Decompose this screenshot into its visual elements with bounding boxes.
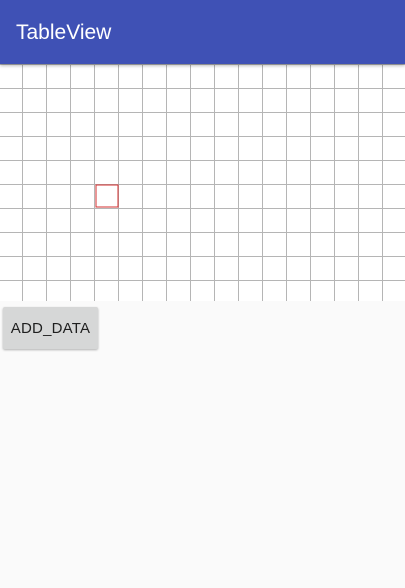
- table-cell[interactable]: [287, 257, 311, 281]
- table-cell[interactable]: [335, 209, 359, 233]
- table-cell[interactable]: [95, 209, 119, 233]
- table-cell[interactable]: [335, 233, 359, 257]
- table-cell[interactable]: [311, 89, 335, 113]
- table-cell[interactable]: [0, 161, 23, 185]
- table-cell[interactable]: [383, 113, 405, 137]
- table-cell[interactable]: [239, 89, 263, 113]
- table-cell[interactable]: [383, 209, 405, 233]
- table-cell[interactable]: [47, 137, 71, 161]
- table-cell[interactable]: [335, 89, 359, 113]
- table-cell[interactable]: [359, 89, 383, 113]
- table-cell[interactable]: [95, 281, 119, 302]
- table-cell[interactable]: [383, 281, 405, 302]
- table-cell[interactable]: [23, 185, 47, 209]
- table-cell[interactable]: [287, 161, 311, 185]
- table-cell[interactable]: [191, 65, 215, 89]
- table-cell[interactable]: [383, 89, 405, 113]
- app-title: TableView: [16, 21, 112, 44]
- table-cell[interactable]: [167, 257, 191, 281]
- table-cell[interactable]: [95, 185, 119, 209]
- table-cell[interactable]: [383, 185, 405, 209]
- table-cell[interactable]: [191, 113, 215, 137]
- table-cell[interactable]: [71, 137, 95, 161]
- table-cell[interactable]: [71, 89, 95, 113]
- table-cell[interactable]: [215, 113, 239, 137]
- table-cell[interactable]: [143, 281, 167, 302]
- table-cell[interactable]: [215, 161, 239, 185]
- table-cell[interactable]: [23, 209, 47, 233]
- table-cell[interactable]: [287, 113, 311, 137]
- table-cell[interactable]: [143, 233, 167, 257]
- table-cell[interactable]: [95, 89, 119, 113]
- table-cell[interactable]: [95, 113, 119, 137]
- table-cell[interactable]: [167, 113, 191, 137]
- table-cell[interactable]: [47, 161, 71, 185]
- table-cell[interactable]: [143, 185, 167, 209]
- table-cell[interactable]: [263, 257, 287, 281]
- table-cell[interactable]: [191, 137, 215, 161]
- table-cell[interactable]: [383, 257, 405, 281]
- table-cell[interactable]: [23, 113, 47, 137]
- table-cell[interactable]: [191, 161, 215, 185]
- table-cell[interactable]: [239, 161, 263, 185]
- table-cell[interactable]: [119, 233, 143, 257]
- table-cell[interactable]: [167, 161, 191, 185]
- table-cell[interactable]: [143, 137, 167, 161]
- table-cell[interactable]: [239, 185, 263, 209]
- table-cell[interactable]: [239, 281, 263, 302]
- table-cell[interactable]: [47, 209, 71, 233]
- table-cell[interactable]: [0, 137, 23, 161]
- table-cell[interactable]: [359, 233, 383, 257]
- table-cell[interactable]: [239, 233, 263, 257]
- table-cell[interactable]: [167, 281, 191, 302]
- table-cell[interactable]: [119, 257, 143, 281]
- table-cell[interactable]: [215, 137, 239, 161]
- table-cell[interactable]: [287, 209, 311, 233]
- table-cell[interactable]: [359, 137, 383, 161]
- table-cell[interactable]: [119, 89, 143, 113]
- table-cell[interactable]: [383, 161, 405, 185]
- table-cell[interactable]: [23, 65, 47, 89]
- table-cell[interactable]: [167, 185, 191, 209]
- table-cell[interactable]: [119, 161, 143, 185]
- table-cell[interactable]: [287, 281, 311, 302]
- table-cell[interactable]: [287, 185, 311, 209]
- table-cell[interactable]: [0, 257, 23, 281]
- table-cell[interactable]: [215, 185, 239, 209]
- table-cell[interactable]: [359, 209, 383, 233]
- table-cell[interactable]: [47, 281, 71, 302]
- table-cell[interactable]: [95, 65, 119, 89]
- app-bar: [0, 0, 405, 64]
- table-cell[interactable]: [263, 161, 287, 185]
- table-cell[interactable]: [71, 113, 95, 137]
- table-cell[interactable]: [335, 185, 359, 209]
- table-cell[interactable]: [143, 113, 167, 137]
- table-cell[interactable]: [239, 209, 263, 233]
- table-cell[interactable]: [191, 257, 215, 281]
- table-cell[interactable]: [23, 233, 47, 257]
- table-cell[interactable]: [0, 185, 23, 209]
- table-cell[interactable]: [215, 89, 239, 113]
- table-cell[interactable]: [47, 257, 71, 281]
- table-cell[interactable]: [71, 233, 95, 257]
- table-cell[interactable]: [95, 257, 119, 281]
- table-cell[interactable]: [263, 281, 287, 302]
- table-cell[interactable]: [191, 233, 215, 257]
- table-cell[interactable]: [0, 233, 23, 257]
- table-cell[interactable]: [215, 209, 239, 233]
- table-cell[interactable]: [71, 65, 95, 89]
- table-cell[interactable]: [119, 185, 143, 209]
- table-cell[interactable]: [167, 233, 191, 257]
- table-cell[interactable]: [311, 65, 335, 89]
- table-cell[interactable]: [47, 185, 71, 209]
- table-cell[interactable]: [23, 257, 47, 281]
- table-cell[interactable]: [119, 209, 143, 233]
- table-cell[interactable]: [335, 161, 359, 185]
- table-cell[interactable]: [143, 209, 167, 233]
- table-cell[interactable]: [23, 137, 47, 161]
- table-cell[interactable]: [0, 89, 23, 113]
- table-grid[interactable]: [0, 64, 405, 301]
- add-data-button[interactable]: ADD_DATA: [3, 307, 98, 349]
- table-cell[interactable]: [335, 113, 359, 137]
- table-cell[interactable]: [119, 113, 143, 137]
- table-cell[interactable]: [335, 137, 359, 161]
- table-cell[interactable]: [167, 209, 191, 233]
- table-cell[interactable]: [47, 113, 71, 137]
- table-cell[interactable]: [71, 281, 95, 302]
- table-cell[interactable]: [359, 185, 383, 209]
- table-cell[interactable]: [359, 281, 383, 302]
- table-cell[interactable]: [191, 281, 215, 302]
- table-cell[interactable]: [191, 89, 215, 113]
- table-cell[interactable]: [311, 281, 335, 302]
- table-cell[interactable]: [143, 161, 167, 185]
- table-view[interactable]: [0, 64, 405, 301]
- table-cell[interactable]: [215, 65, 239, 89]
- table-cell[interactable]: [47, 89, 71, 113]
- table-cell[interactable]: [239, 65, 263, 89]
- table-cell[interactable]: [311, 137, 335, 161]
- table-cell[interactable]: [95, 233, 119, 257]
- table-cell[interactable]: [263, 89, 287, 113]
- table-cell[interactable]: [23, 89, 47, 113]
- table-cell[interactable]: [263, 137, 287, 161]
- table-cell[interactable]: [23, 281, 47, 302]
- table-cell[interactable]: [71, 209, 95, 233]
- table-cell[interactable]: [215, 281, 239, 302]
- table-cell[interactable]: [239, 113, 263, 137]
- table-cell[interactable]: [263, 65, 287, 89]
- table-cell[interactable]: [119, 65, 143, 89]
- table-cell[interactable]: [383, 65, 405, 89]
- table-cell[interactable]: [0, 113, 23, 137]
- table-cell[interactable]: [167, 89, 191, 113]
- table-cell[interactable]: [191, 185, 215, 209]
- table-cell[interactable]: [143, 65, 167, 89]
- table-cell[interactable]: [263, 113, 287, 137]
- table-cell[interactable]: [383, 233, 405, 257]
- table-cell[interactable]: [239, 257, 263, 281]
- table-cell[interactable]: [119, 137, 143, 161]
- table-cell[interactable]: [263, 233, 287, 257]
- table-cell[interactable]: [287, 137, 311, 161]
- table-cell[interactable]: [167, 65, 191, 89]
- table-cell[interactable]: [239, 137, 263, 161]
- table-cell[interactable]: [23, 161, 47, 185]
- table-cell[interactable]: [47, 233, 71, 257]
- table-cell[interactable]: [311, 209, 335, 233]
- table-cell[interactable]: [311, 113, 335, 137]
- table-cell[interactable]: [47, 65, 71, 89]
- table-cell[interactable]: [359, 113, 383, 137]
- table-cell[interactable]: [71, 185, 95, 209]
- table-cell[interactable]: [287, 89, 311, 113]
- table-cell[interactable]: [95, 137, 119, 161]
- table-cell[interactable]: [71, 257, 95, 281]
- table-cell[interactable]: [0, 281, 23, 302]
- table-cell[interactable]: [215, 257, 239, 281]
- table-cell[interactable]: [311, 161, 335, 185]
- table-cell[interactable]: [263, 209, 287, 233]
- table-cell[interactable]: [359, 257, 383, 281]
- table-cell[interactable]: [95, 161, 119, 185]
- table-cell[interactable]: [335, 281, 359, 302]
- table-cell[interactable]: [311, 257, 335, 281]
- table-cell[interactable]: [359, 161, 383, 185]
- table-cell[interactable]: [119, 281, 143, 302]
- table-cell[interactable]: [191, 209, 215, 233]
- table-cell[interactable]: [143, 257, 167, 281]
- table-cell[interactable]: [335, 65, 359, 89]
- table-cell[interactable]: [311, 233, 335, 257]
- table-cell[interactable]: [143, 89, 167, 113]
- table-cell[interactable]: [263, 185, 287, 209]
- table-cell[interactable]: [287, 233, 311, 257]
- table-cell[interactable]: [215, 233, 239, 257]
- table-cell[interactable]: [71, 161, 95, 185]
- table-cell[interactable]: [383, 137, 405, 161]
- table-cell[interactable]: [311, 185, 335, 209]
- table-cell[interactable]: [335, 257, 359, 281]
- table-cell[interactable]: [287, 65, 311, 89]
- table-cell[interactable]: [167, 137, 191, 161]
- table-cell[interactable]: [359, 65, 383, 89]
- table-cell[interactable]: [0, 209, 23, 233]
- table-cell[interactable]: [0, 65, 23, 89]
